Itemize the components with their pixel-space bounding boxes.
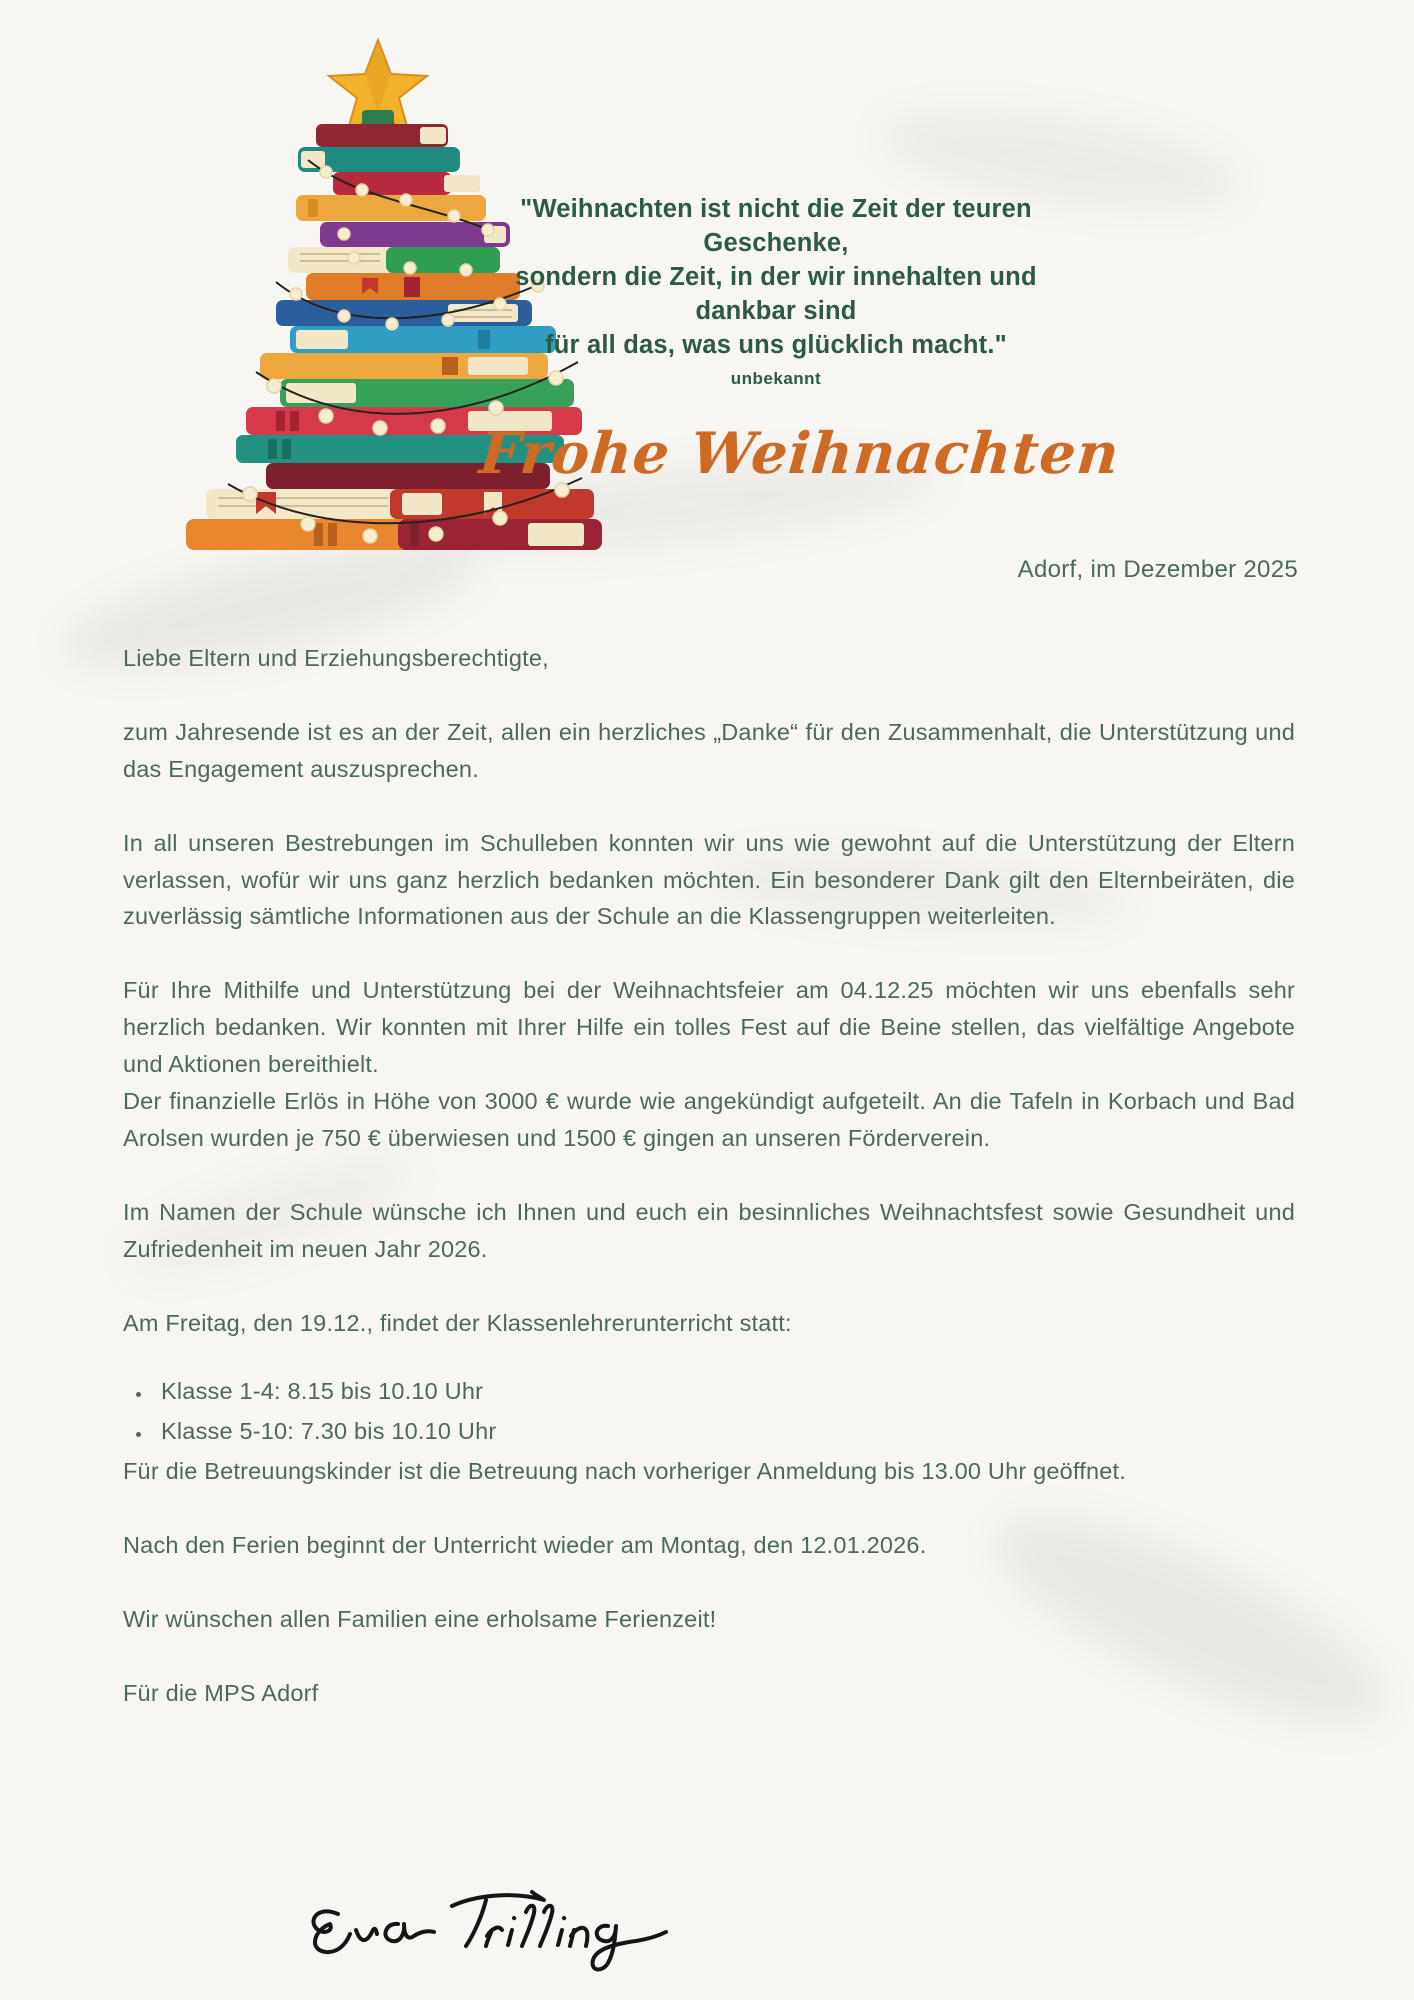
paragraph-weihnachtsfeier: Für Ihre Mithilfe und Unterstützung bei der Weihnachtsfeier am 04.12.25 möchten wir uns ebenfalls sehr herzlich bedanken. Wir konnten mit Ihrer Hilfe ein tolles Fest auf die Beine stellen, das vielfältige Angebote und Aktionen bereithielt. — [123, 977, 1295, 1078]
resume-line: Nach den Ferien beginnt der Unterricht wieder am Montag, den 12.01.2026. — [123, 1532, 927, 1559]
salutation: Liebe Eltern und Erziehungsberechtigte, — [123, 645, 549, 671]
paragraph-wishes: Im Namen der Schule wünsche ich Ihnen und euch ein besinnliches Weihnachtsfest sowie Gesundheit und Zufriedenheit im neuen Jahr 2026. — [123, 1198, 1295, 1262]
betreuung-note: Für die Betreuungskinder ist die Betreuung nach vorheriger Anmeldung bis 13.00 Uhr geöffnet. — [123, 1458, 1126, 1485]
closing-line: Für die MPS Adorf — [123, 1679, 319, 1706]
quote-attribution: unbekannt — [730, 368, 822, 388]
quote-line: für all das, was uns glücklich macht." — [545, 330, 1007, 359]
paragraph-thanks: zum Jahresende ist es an der Zeit, allen ein herzliches „Danke“ für den Zusammenhalt, die Unterstützung und das Engagement auszusprechen. — [123, 718, 1295, 782]
opening-quote — [478, 193, 1074, 390]
headline-frohe-weihnachten: Frohe Weihnachten — [477, 420, 1123, 487]
quote-line: "Weihnachten ist nicht die Zeit der teuren Geschenke, — [520, 195, 1032, 257]
class-times-list — [153, 1373, 1295, 1450]
paragraph-parents: In all unseren Bestrebungen im Schulleben konnten wir uns wie gewohnt auf die Unterstützung der Eltern verlassen, wofür wir uns ganz herzlich bedanken möchten. Ein besonderer Dank gilt den Elternbeiräten, die zuverlässig sämtliche Informationen aus der Schule an die Klassengruppen weiterleiten. — [123, 829, 1295, 930]
letter-body — [123, 640, 1295, 1712]
paragraph-erloes: Der finanzielle Erlös in Höhe von 3000 € wurde wie angekündigt aufgeteilt. An die Tafeln in Korbach und Bad Arolsen wurden je 750 € überwiesen und 1500 € gingen an unseren Förderverein. — [123, 1088, 1295, 1151]
handwritten-signature — [300, 1872, 670, 1987]
schedule-intro: Am Freitag, den 19.12., findet der Klassenlehrerunterricht statt: — [123, 1309, 792, 1336]
wish-line: Wir wünschen allen Familien eine erholsame Ferienzeit! — [123, 1606, 717, 1633]
quote-line: sondern die Zeit, in der wir innehalten und dankbar sind — [515, 262, 1037, 325]
list-item-klasse-1-4: • Klasse 1-4: 8.15 bis 10.10 Uhr — [153, 1373, 1295, 1410]
dateline: Adorf, im Dezember 2025 — [1017, 556, 1298, 583]
list-item-klasse-5-10: • Klasse 5-10: 7.30 bis 10.10 Uhr — [153, 1413, 1295, 1450]
